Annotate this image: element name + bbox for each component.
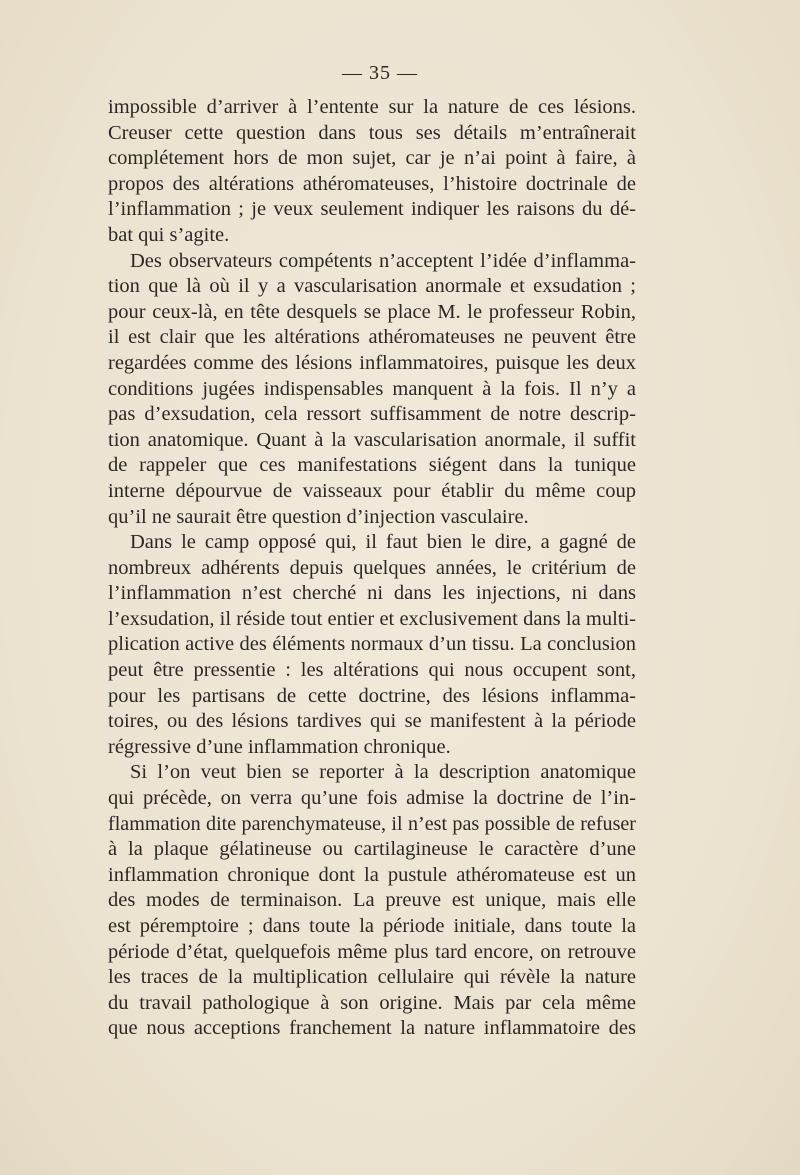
text-line: pour ceux-là, en tête desquels se place M. le professeur Robin, <box>108 300 636 323</box>
text-line: tion anatomique. Quant à la vascularisation anormale, il suffit <box>108 428 636 451</box>
text-line: du travail pathologique à son origine. Mais par cela même <box>108 991 636 1014</box>
text-line: période d’état, quelquefois même plus tard encore, on retrouve <box>108 940 636 963</box>
text-line: peut être pressentie : les altérations qui nous occupent sont, <box>108 659 636 682</box>
text-line: toires, ou des lésions tardives qui se manifestent à la période <box>108 710 636 733</box>
text-line: est péremptoire ; dans toute la période initiale, dans toute la <box>108 915 636 937</box>
text-line: pas d’exsudation, cela ressort suffisamment de notre descrip- <box>108 403 636 426</box>
text-line: à la plaque gélatineuse ou cartilagineuse le caractère d’une <box>108 838 636 861</box>
text-line: plication active des éléments normaux d’un tissu. La conclusion <box>108 633 636 656</box>
text-line: les traces de la multiplication cellulaire qui révèle la nature <box>108 966 636 989</box>
text-line: qu’il ne saurait être question d’injection vasculaire. <box>108 505 529 528</box>
text-line: Creuser cette question dans tous ses détails m’entraînerait <box>108 121 636 144</box>
text-line: flammation dite parenchymateuse, il n’est pas possible de refuser <box>108 812 636 835</box>
text-line: regardées comme des lésions inflammatoires, puisque les deux <box>108 351 636 374</box>
text-line: Si l’on veut bien se reporter à la description anatomique <box>130 761 636 784</box>
text-line: l’exsudation, il réside tout entier et exclusivement dans la multi- <box>108 607 636 630</box>
text-line: pour les partisans de cette doctrine, des lésions inflamma- <box>108 684 636 707</box>
text-line: propos des altérations athéromateuses, l’histoire doctrinale de <box>108 172 636 195</box>
text-line: l’inflammation ; je veux seulement indiquer les raisons du dé- <box>108 198 636 221</box>
text-line: que nous acceptions franchement la nature inflammatoire des <box>108 1017 636 1040</box>
text-line: de rappeler que ces manifestations siégent dans la tunique <box>108 454 636 477</box>
text-line: Dans le camp opposé qui, il faut bien le dire, a gagné de <box>130 531 636 554</box>
text-line: régressive d’une inflammation chronique. <box>108 735 451 758</box>
text-line: des modes de terminaison. La preuve est unique, mais elle <box>108 889 636 912</box>
body-text <box>108 95 636 1042</box>
page-number: — 35 — <box>342 62 418 84</box>
text-line: impossible d’arriver à l’entente sur la nature de ces lésions. <box>108 96 636 118</box>
text-line: bat qui s’agite. <box>108 223 230 246</box>
text-line: interne dépourvue de vaisseaux pour établir du même coup <box>108 479 636 502</box>
text-line: nombreux adhérents depuis quelques années, le critérium de <box>108 556 636 579</box>
text-line: tion que là où il y a vascularisation anormale et exsudation ; <box>108 275 636 298</box>
text-line: inflammation chronique dont la pustule athéromateuse est un <box>108 863 636 886</box>
text-line: qui précède, on verra qu’une fois admise la doctrine de l’in- <box>108 787 636 810</box>
text-line: Des observateurs compétents n’acceptent l’idée d’inflamma- <box>130 249 636 272</box>
text-line: complétement hors de mon sujet, car je n’ai point à faire, à <box>108 147 636 170</box>
text-line: conditions jugées indispensables manquent à la fois. Il n’y a <box>108 377 636 400</box>
text-line: l’inflammation n’est cherché ni dans les injections, ni dans <box>108 582 636 605</box>
text-line: il est clair que les altérations athéromateuses ne peuvent être <box>108 326 636 349</box>
